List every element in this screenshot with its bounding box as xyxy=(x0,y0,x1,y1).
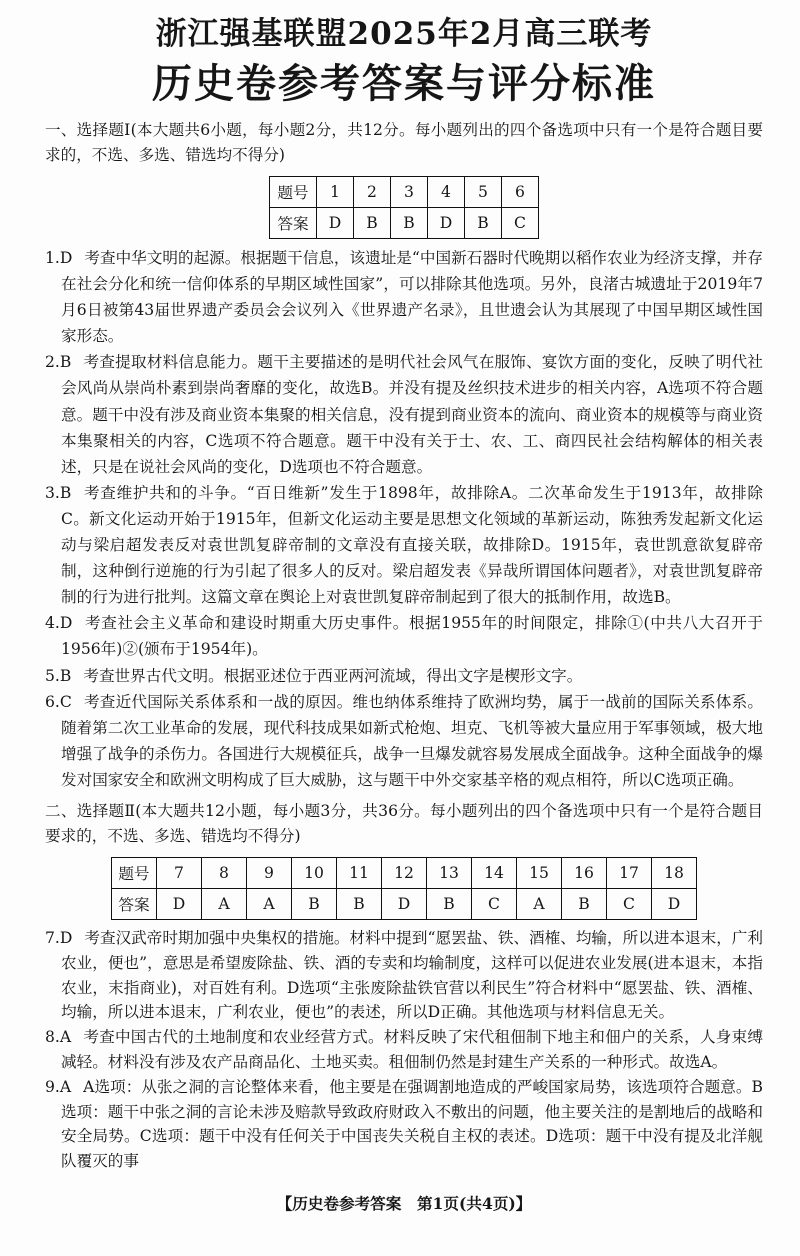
item-number: 6.C xyxy=(45,692,72,711)
table-row-answers xyxy=(270,208,539,239)
table-row-numbers xyxy=(270,177,539,208)
explanation-item xyxy=(45,663,763,689)
question-number: 18 xyxy=(652,857,697,888)
answer-table-2 xyxy=(111,857,697,920)
answer-cell: B xyxy=(337,888,382,919)
row-label: 答案 xyxy=(112,888,157,919)
item-text: 考查提取材料信息能力。题干主要描述的是明代社会风气在服饰、宴饮方面的变化，反映了明代社会风尚从崇尚朴素到崇尚奢靡的变化，故选B。并没有提及丝织技术进步的相关内容，A选项不符合题意。题干中没有涉及商业资本集聚的相关信息，没有提到商业资本的流向、商业资本的规模等与商业资本集聚相关的内容，C选项不符合题意。题干中没有关于士、农、工、商四民社会结构解体的相关表述，只是在说社会风尚的变化，D选项也不符合题意。 xyxy=(61,353,763,476)
explanation-item xyxy=(45,245,763,349)
explanation-item xyxy=(45,689,763,793)
item-text: A选项：从张之洞的言论整体来看，他主要是在强调割地造成的严峻国家局势，该选项符合题意。B选项：题干中张之洞的言论未涉及赔款导致政府财政入不敷出的问题，他主要关注的是割地后的战略和安全局势。C选项：题干中没有任何关于中国丧失关税自主权的表述。D选项：题干中没有提及北洋舰队覆灭的事 xyxy=(61,1077,763,1171)
section1-heading: 一、选择题Ⅰ(本大题共6小题，每小题2分，共12分。每小题列出的四个备选项中只有一个是符合题目要求的，不选、多选、错选均不得分) xyxy=(45,121,763,164)
question-number: 7 xyxy=(157,857,202,888)
answer-cell: C xyxy=(607,888,652,919)
explanation-item xyxy=(45,480,763,610)
explanation-item xyxy=(45,610,763,662)
answer-cell: D xyxy=(317,208,354,239)
question-number: 16 xyxy=(562,857,607,888)
answer-cell: B xyxy=(427,888,472,919)
explanation-item xyxy=(45,1075,763,1174)
item-number: 7.D xyxy=(45,928,73,947)
answer-cell: A xyxy=(517,888,562,919)
question-number: 14 xyxy=(472,857,517,888)
row-label: 题号 xyxy=(112,857,157,888)
question-number: 6 xyxy=(502,177,539,208)
question-number: 15 xyxy=(517,857,562,888)
answer-cell: B xyxy=(292,888,337,919)
answer-cell: A xyxy=(247,888,292,919)
item-text: 考查中华文明的起源。根据题干信息，该遗址是“中国新石器时代晚期以稻作农业为经济支撑，并存在社会分化和统一信仰体系的早期区域性国家”，可以排除其他选项。另外，良渚古城遗址于2019年7月6日被第43届世界遗产委员会会议列入《世界遗产名录》，且世遗会认为其展现了中国早期区域性国家形态。 xyxy=(61,249,763,346)
table-row-answers xyxy=(112,888,697,919)
item-number: 4.D xyxy=(45,614,73,633)
document-subtitle: 历史卷参考答案与评分标准 xyxy=(152,60,656,107)
answer-cell: D xyxy=(652,888,697,919)
document-title: 浙江强基联盟2025年2月高三联考 xyxy=(155,16,653,52)
answer-table-1 xyxy=(269,176,539,239)
question-number: 17 xyxy=(607,857,652,888)
question-number: 12 xyxy=(382,857,427,888)
item-number: 1.D xyxy=(45,249,73,267)
item-number: 9.A xyxy=(45,1077,72,1096)
row-label: 题号 xyxy=(270,177,317,208)
answer-cell: B xyxy=(562,888,607,919)
explanation-item xyxy=(45,349,763,479)
table-row-numbers xyxy=(112,857,697,888)
item-number: 8.A xyxy=(45,1028,72,1047)
explanation-item xyxy=(45,1025,763,1075)
item-text: 考查汉武帝时期加强中央集权的措施。材料中提到“愿罢盐、铁、酒榷、均输，所以进本退末，广利农业，便也”，意思是希望废除盐、铁、酒的专卖和均输制度，这样可以促进农业发展(进本退末，本指农业，末指商业)，对百姓有利。D选项“主张废除盐铁官营以利民生”符合材料中“愿罢盐、铁、酒榷、均输，所以进本退末，广利农业，便也”的表述，所以D正确。其他选项与材料信息无关。 xyxy=(61,928,763,1022)
section2-heading: 二、选择题Ⅱ(本大题共12小题，每小题3分，共36分。每小题列出的四个备选项中只有一个是符合题目要求的，不选、多选、错选均不得分) xyxy=(45,801,763,845)
question-number: 11 xyxy=(337,857,382,888)
answer-cell: D xyxy=(157,888,202,919)
answer-cell: D xyxy=(382,888,427,919)
page-footer: 【历史卷参考答案 第1页(共4页)】 xyxy=(276,1193,532,1213)
item-text: 考查中国古代的土地制度和农业经营方式。材料反映了宋代租佃制下地主和佃户的关系，人身束缚减轻。材料没有涉及农产品商品化、土地买卖。租佃制仍然是封建生产关系的一种形式。故选A。 xyxy=(61,1028,763,1071)
answer-cell: C xyxy=(502,208,539,239)
row-label: 答案 xyxy=(270,208,317,239)
question-number: 13 xyxy=(427,857,472,888)
answer-cell: B xyxy=(391,208,428,239)
question-number: 2 xyxy=(354,177,391,208)
section2-explanations xyxy=(45,926,763,1174)
answer-cell: D xyxy=(428,208,465,239)
answer-cell: A xyxy=(202,888,247,919)
item-text: 考查维护共和的斗争。“百日维新”发生于1898年，故排除A。二次革命发生于1913年，故排除C。新文化运动开始于1915年，但新文化运动主要是思想文化领域的革新运动，陈独秀发起新文化运动与梁启超发表反对袁世凯复辟帝制的文章没有直接关联，故排除D。1915年，袁世凯意欲复辟帝制，这种倒行逆施的行为引起了很多人的反对。梁启超发表《异哉所谓国体问题者》，对袁世凯复辟帝制的行为进行批判。这篇文章在舆论上对袁世凯复辟帝制起到了很大的抵制作用，故选B。 xyxy=(61,483,763,607)
item-number: 5.B xyxy=(45,666,72,685)
question-number: 10 xyxy=(292,857,337,888)
question-number: 9 xyxy=(247,857,292,888)
answer-cell: B xyxy=(465,208,502,239)
item-text: 考查世界古代文明。根据亚述位于西亚两河流域，得出文字是楔形文字。 xyxy=(83,666,583,685)
item-number: 2.B xyxy=(45,353,72,372)
answer-cell: C xyxy=(472,888,517,919)
question-number: 5 xyxy=(465,177,502,208)
question-number: 1 xyxy=(317,177,354,208)
question-number: 3 xyxy=(391,177,428,208)
item-text: 考查社会主义革命和建设时期重大历史事件。根据1955年的时间限定，排除①(中共八大召开于1956年)②(颁布于1954年)。 xyxy=(61,614,763,659)
section1-explanations xyxy=(45,245,763,793)
question-number: 4 xyxy=(428,177,465,208)
item-text: 考查近代国际关系体系和一战的原因。维也纳体系维持了欧洲均势，属于一战前的国际关系体系。随着第二次工业革命的发展，现代科技成果如新式枪炮、坦克、飞机等被大量应用于军事领域，极大地增强了战争的杀伤力。各国进行大规模征兵，战争一旦爆发就容易发展成全面战争。这种全面战争的爆发对国家安全和欧洲文明构成了巨大威胁，这与题干中外交家基辛格的观点相符，所以C选项正确。 xyxy=(61,692,763,789)
item-number: 3.B xyxy=(45,483,72,502)
answer-cell: B xyxy=(354,208,391,239)
question-number: 8 xyxy=(202,857,247,888)
explanation-item xyxy=(45,926,763,1025)
